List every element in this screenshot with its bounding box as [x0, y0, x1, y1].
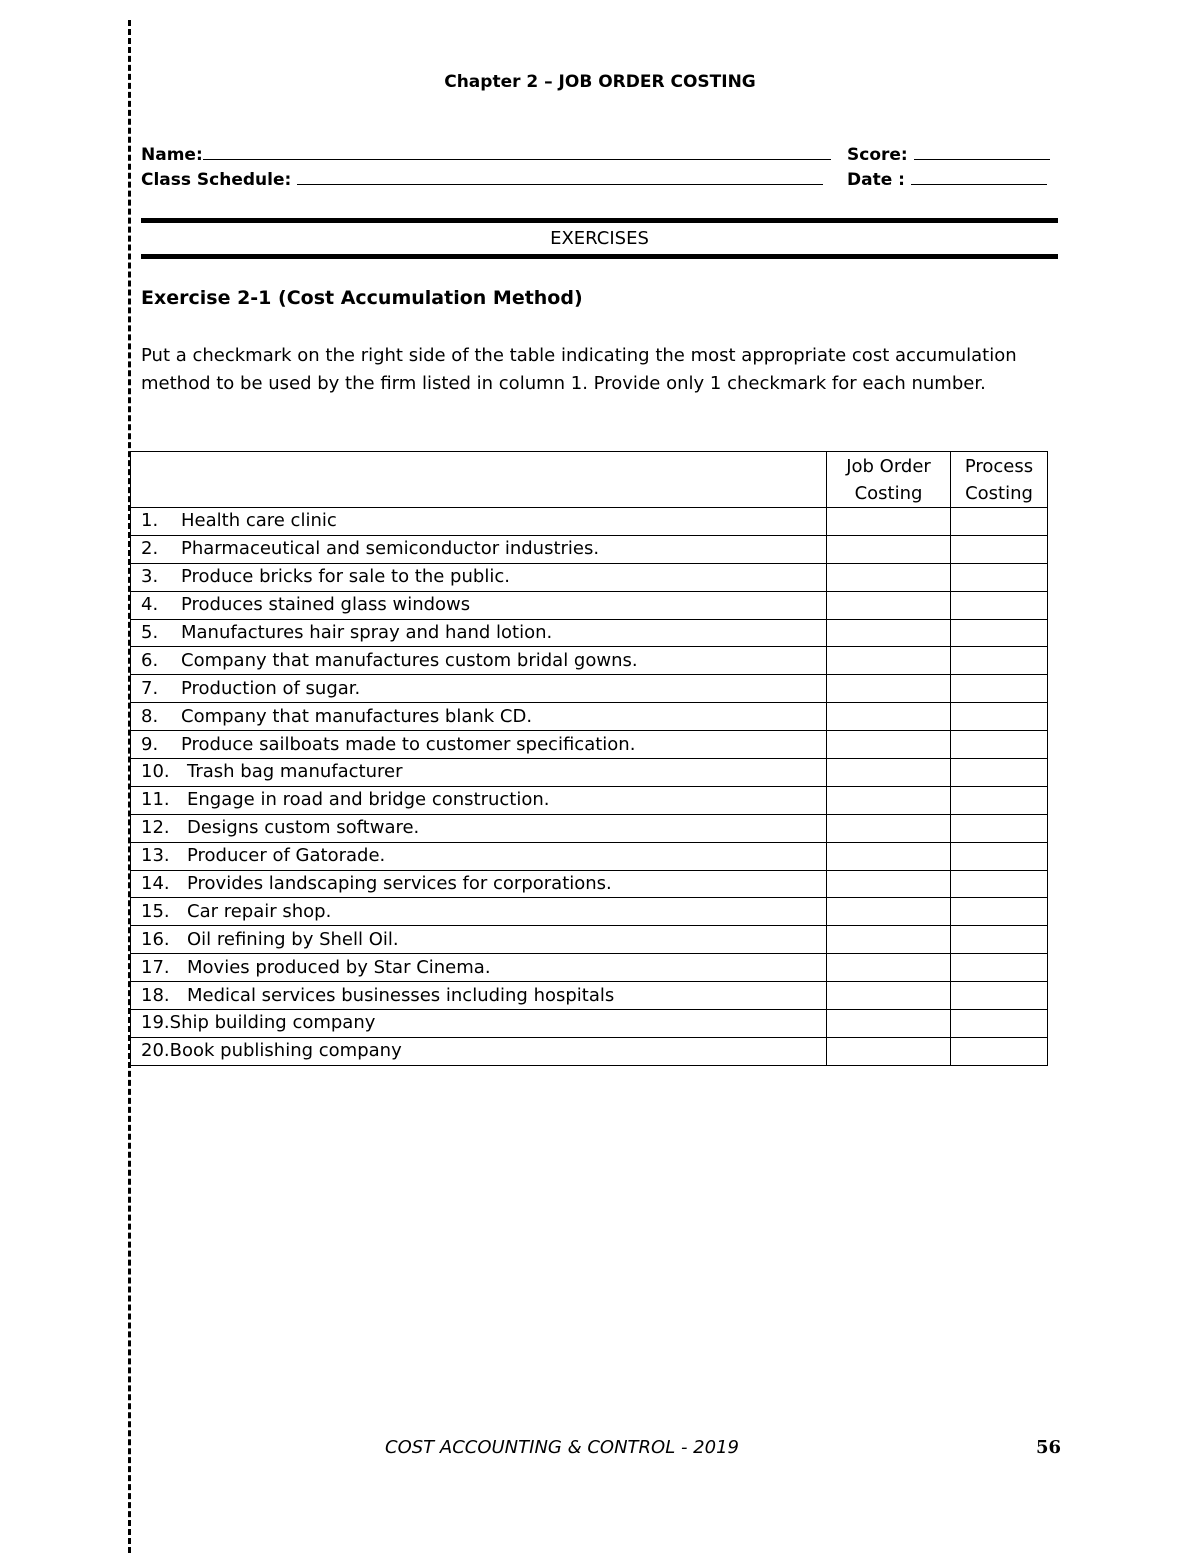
exercise-title: Exercise 2-1 (Cost Accumulation Method) — [141, 287, 583, 309]
item-text: Book publishing company — [169, 1040, 402, 1062]
process-checkbox-cell[interactable] — [951, 814, 1048, 842]
process-checkbox-cell[interactable] — [951, 647, 1048, 675]
item-text: Producer of Gatorade. — [187, 845, 386, 867]
table-row — [131, 619, 1048, 647]
item-number: 9. — [141, 733, 159, 755]
score-field — [847, 143, 1050, 166]
item-cell — [131, 675, 827, 703]
item-cell — [131, 898, 827, 926]
table-row — [131, 731, 1048, 759]
item-cell — [131, 508, 827, 536]
job-order-checkbox-cell[interactable] — [827, 870, 951, 898]
table-row — [131, 703, 1048, 731]
process-checkbox-cell[interactable] — [951, 842, 1048, 870]
process-checkbox-cell[interactable] — [951, 759, 1048, 787]
item-number: 3. — [141, 566, 159, 588]
exercise-instructions: Put a checkmark on the right side of the table indicating the most appropriate cost accumulation method to be used by the firm listed in column 1. Provide only 1 checkmark for each number. — [141, 345, 1017, 394]
job-order-checkbox-cell[interactable] — [827, 703, 951, 731]
date-label: Date : — [847, 170, 905, 190]
job-order-checkbox-cell[interactable] — [827, 926, 951, 954]
process-checkbox-cell[interactable] — [951, 1010, 1048, 1038]
item-number: 6. — [141, 649, 159, 671]
process-checkbox-cell[interactable] — [951, 954, 1048, 982]
item-text: Engage in road and bridge construction. — [187, 789, 550, 811]
footer-text: COST ACCOUNTING & CONTROL - 2019 — [385, 1437, 739, 1458]
table-row — [131, 675, 1048, 703]
item-cell — [131, 982, 827, 1010]
item-text: Company that manufactures blank CD. — [181, 705, 533, 727]
job-order-checkbox-cell[interactable] — [827, 731, 951, 759]
item-text: Produce sailboats made to customer specification. — [181, 733, 636, 755]
item-cell — [131, 870, 827, 898]
name-field — [141, 143, 831, 166]
item-number: 2. — [141, 538, 159, 560]
job-order-checkbox-cell[interactable] — [827, 508, 951, 536]
table-header-row — [131, 452, 1048, 508]
table-row — [131, 814, 1048, 842]
job-order-checkbox-cell[interactable] — [827, 563, 951, 591]
table-row — [131, 898, 1048, 926]
item-number: 14. — [141, 873, 170, 895]
process-checkbox-cell[interactable] — [951, 1037, 1048, 1065]
process-checkbox-cell[interactable] — [951, 591, 1048, 619]
item-cell — [131, 619, 827, 647]
item-number: 15. — [141, 900, 170, 922]
item-cell — [131, 563, 827, 591]
item-number: 1. — [141, 510, 159, 532]
class-schedule-blank[interactable] — [297, 168, 823, 185]
page-number: 56 — [1036, 1437, 1062, 1458]
name-label: Name: — [141, 145, 203, 165]
item-cell — [131, 647, 827, 675]
job-order-checkbox-cell[interactable] — [827, 982, 951, 1010]
item-text: Pharmaceutical and semiconductor industries. — [181, 538, 600, 560]
table-row — [131, 982, 1048, 1010]
item-cell — [131, 814, 827, 842]
class-schedule-label: Class Schedule: — [141, 170, 292, 190]
item-text: Company that manufactures custom bridal gowns. — [181, 649, 638, 671]
table-row — [131, 759, 1048, 787]
score-blank[interactable] — [914, 143, 1050, 160]
item-cell — [131, 954, 827, 982]
job-order-checkbox-cell[interactable] — [827, 1037, 951, 1065]
item-text: Car repair shop. — [187, 900, 332, 922]
date-field — [847, 168, 1047, 191]
item-cell — [131, 1010, 827, 1038]
job-order-checkbox-cell[interactable] — [827, 786, 951, 814]
process-checkbox-cell[interactable] — [951, 870, 1048, 898]
item-text: Ship building company — [169, 1012, 376, 1034]
item-number: 17. — [141, 956, 170, 978]
item-cell — [131, 926, 827, 954]
score-label: Score: — [847, 145, 908, 165]
class-schedule-field — [141, 168, 823, 191]
table-row — [131, 647, 1048, 675]
job-order-checkbox-cell[interactable] — [827, 814, 951, 842]
item-text: Manufactures hair spray and hand lotion. — [181, 622, 553, 643]
item-cell — [131, 1037, 827, 1065]
process-checkbox-cell[interactable] — [951, 982, 1048, 1010]
table-row — [131, 870, 1048, 898]
process-checkbox-cell[interactable] — [951, 619, 1048, 647]
item-number: 12. — [141, 817, 170, 839]
process-checkbox-cell[interactable] — [951, 926, 1048, 954]
item-number: 13. — [141, 845, 170, 867]
section-rule-top — [141, 218, 1058, 223]
item-number: 8. — [141, 705, 159, 727]
item-text: Movies produced by Star Cinema. — [187, 956, 491, 978]
item-text: Health care clinic — [181, 510, 337, 532]
process-checkbox-cell[interactable] — [951, 786, 1048, 814]
job-order-checkbox-cell[interactable] — [827, 898, 951, 926]
item-number: 16. — [141, 928, 170, 950]
item-number: 10. — [141, 761, 170, 783]
table-row — [131, 786, 1048, 814]
job-order-checkbox-cell[interactable] — [827, 619, 951, 647]
item-text: Produces stained glass windows — [181, 594, 471, 616]
process-checkbox-cell[interactable] — [951, 675, 1048, 703]
item-cell — [131, 535, 827, 563]
job-order-checkbox-cell[interactable] — [827, 675, 951, 703]
process-checkbox-cell[interactable] — [951, 731, 1048, 759]
item-cell — [131, 591, 827, 619]
item-number: 20. — [141, 1040, 170, 1062]
job-order-checkbox-cell[interactable] — [827, 591, 951, 619]
item-cell — [131, 703, 827, 731]
table-row — [131, 842, 1048, 870]
name-blank[interactable] — [203, 143, 831, 160]
table-body — [131, 508, 1048, 1066]
item-cell — [131, 731, 827, 759]
item-text: Production of sugar. — [181, 677, 361, 699]
job-order-checkbox-cell[interactable] — [827, 1010, 951, 1038]
item-text: Designs custom software. — [187, 817, 420, 839]
job-order-checkbox-cell[interactable] — [827, 842, 951, 870]
table-row — [131, 591, 1048, 619]
item-number: 11. — [141, 789, 170, 811]
item-text: Oil refining by Shell Oil. — [187, 928, 399, 950]
item-text: Produce bricks for sale to the public. — [181, 566, 510, 588]
job-order-checkbox-cell[interactable] — [827, 954, 951, 982]
item-text: Provides landscaping services for corporations. — [187, 873, 612, 895]
item-number: 4. — [141, 594, 159, 616]
item-number: 19. — [141, 1012, 170, 1034]
table-row — [131, 1037, 1048, 1065]
table-row — [131, 926, 1048, 954]
table-row — [131, 1010, 1048, 1038]
item-text: Trash bag manufacturer — [187, 761, 403, 783]
table-row — [131, 954, 1048, 982]
item-number: 18. — [141, 984, 170, 1006]
costing-table — [130, 451, 1048, 1066]
item-number: 7. — [141, 677, 159, 699]
section-rule-bottom — [141, 254, 1058, 259]
table-header-job-order: Job Order Costing — [827, 452, 951, 508]
job-order-checkbox-cell[interactable] — [827, 759, 951, 787]
table-row — [131, 563, 1048, 591]
process-checkbox-cell[interactable] — [951, 898, 1048, 926]
process-checkbox-cell[interactable] — [951, 535, 1048, 563]
chapter-title: Chapter 2 – JOB ORDER COSTING — [444, 72, 756, 92]
section-title: EXERCISES — [550, 228, 649, 249]
table-header-item — [131, 452, 827, 508]
process-checkbox-cell[interactable] — [951, 703, 1048, 731]
item-cell — [131, 759, 827, 787]
table-header-process: Process Costing — [951, 452, 1048, 508]
process-checkbox-cell[interactable] — [951, 563, 1048, 591]
item-number: 5. — [141, 622, 159, 643]
process-checkbox-cell[interactable] — [951, 508, 1048, 536]
item-cell — [131, 786, 827, 814]
item-text: Medical services businesses including hospitals — [187, 984, 615, 1006]
job-order-checkbox-cell[interactable] — [827, 535, 951, 563]
date-blank[interactable] — [911, 168, 1047, 185]
table-row — [131, 508, 1048, 536]
table-row — [131, 535, 1048, 563]
job-order-checkbox-cell[interactable] — [827, 647, 951, 675]
item-cell — [131, 842, 827, 870]
